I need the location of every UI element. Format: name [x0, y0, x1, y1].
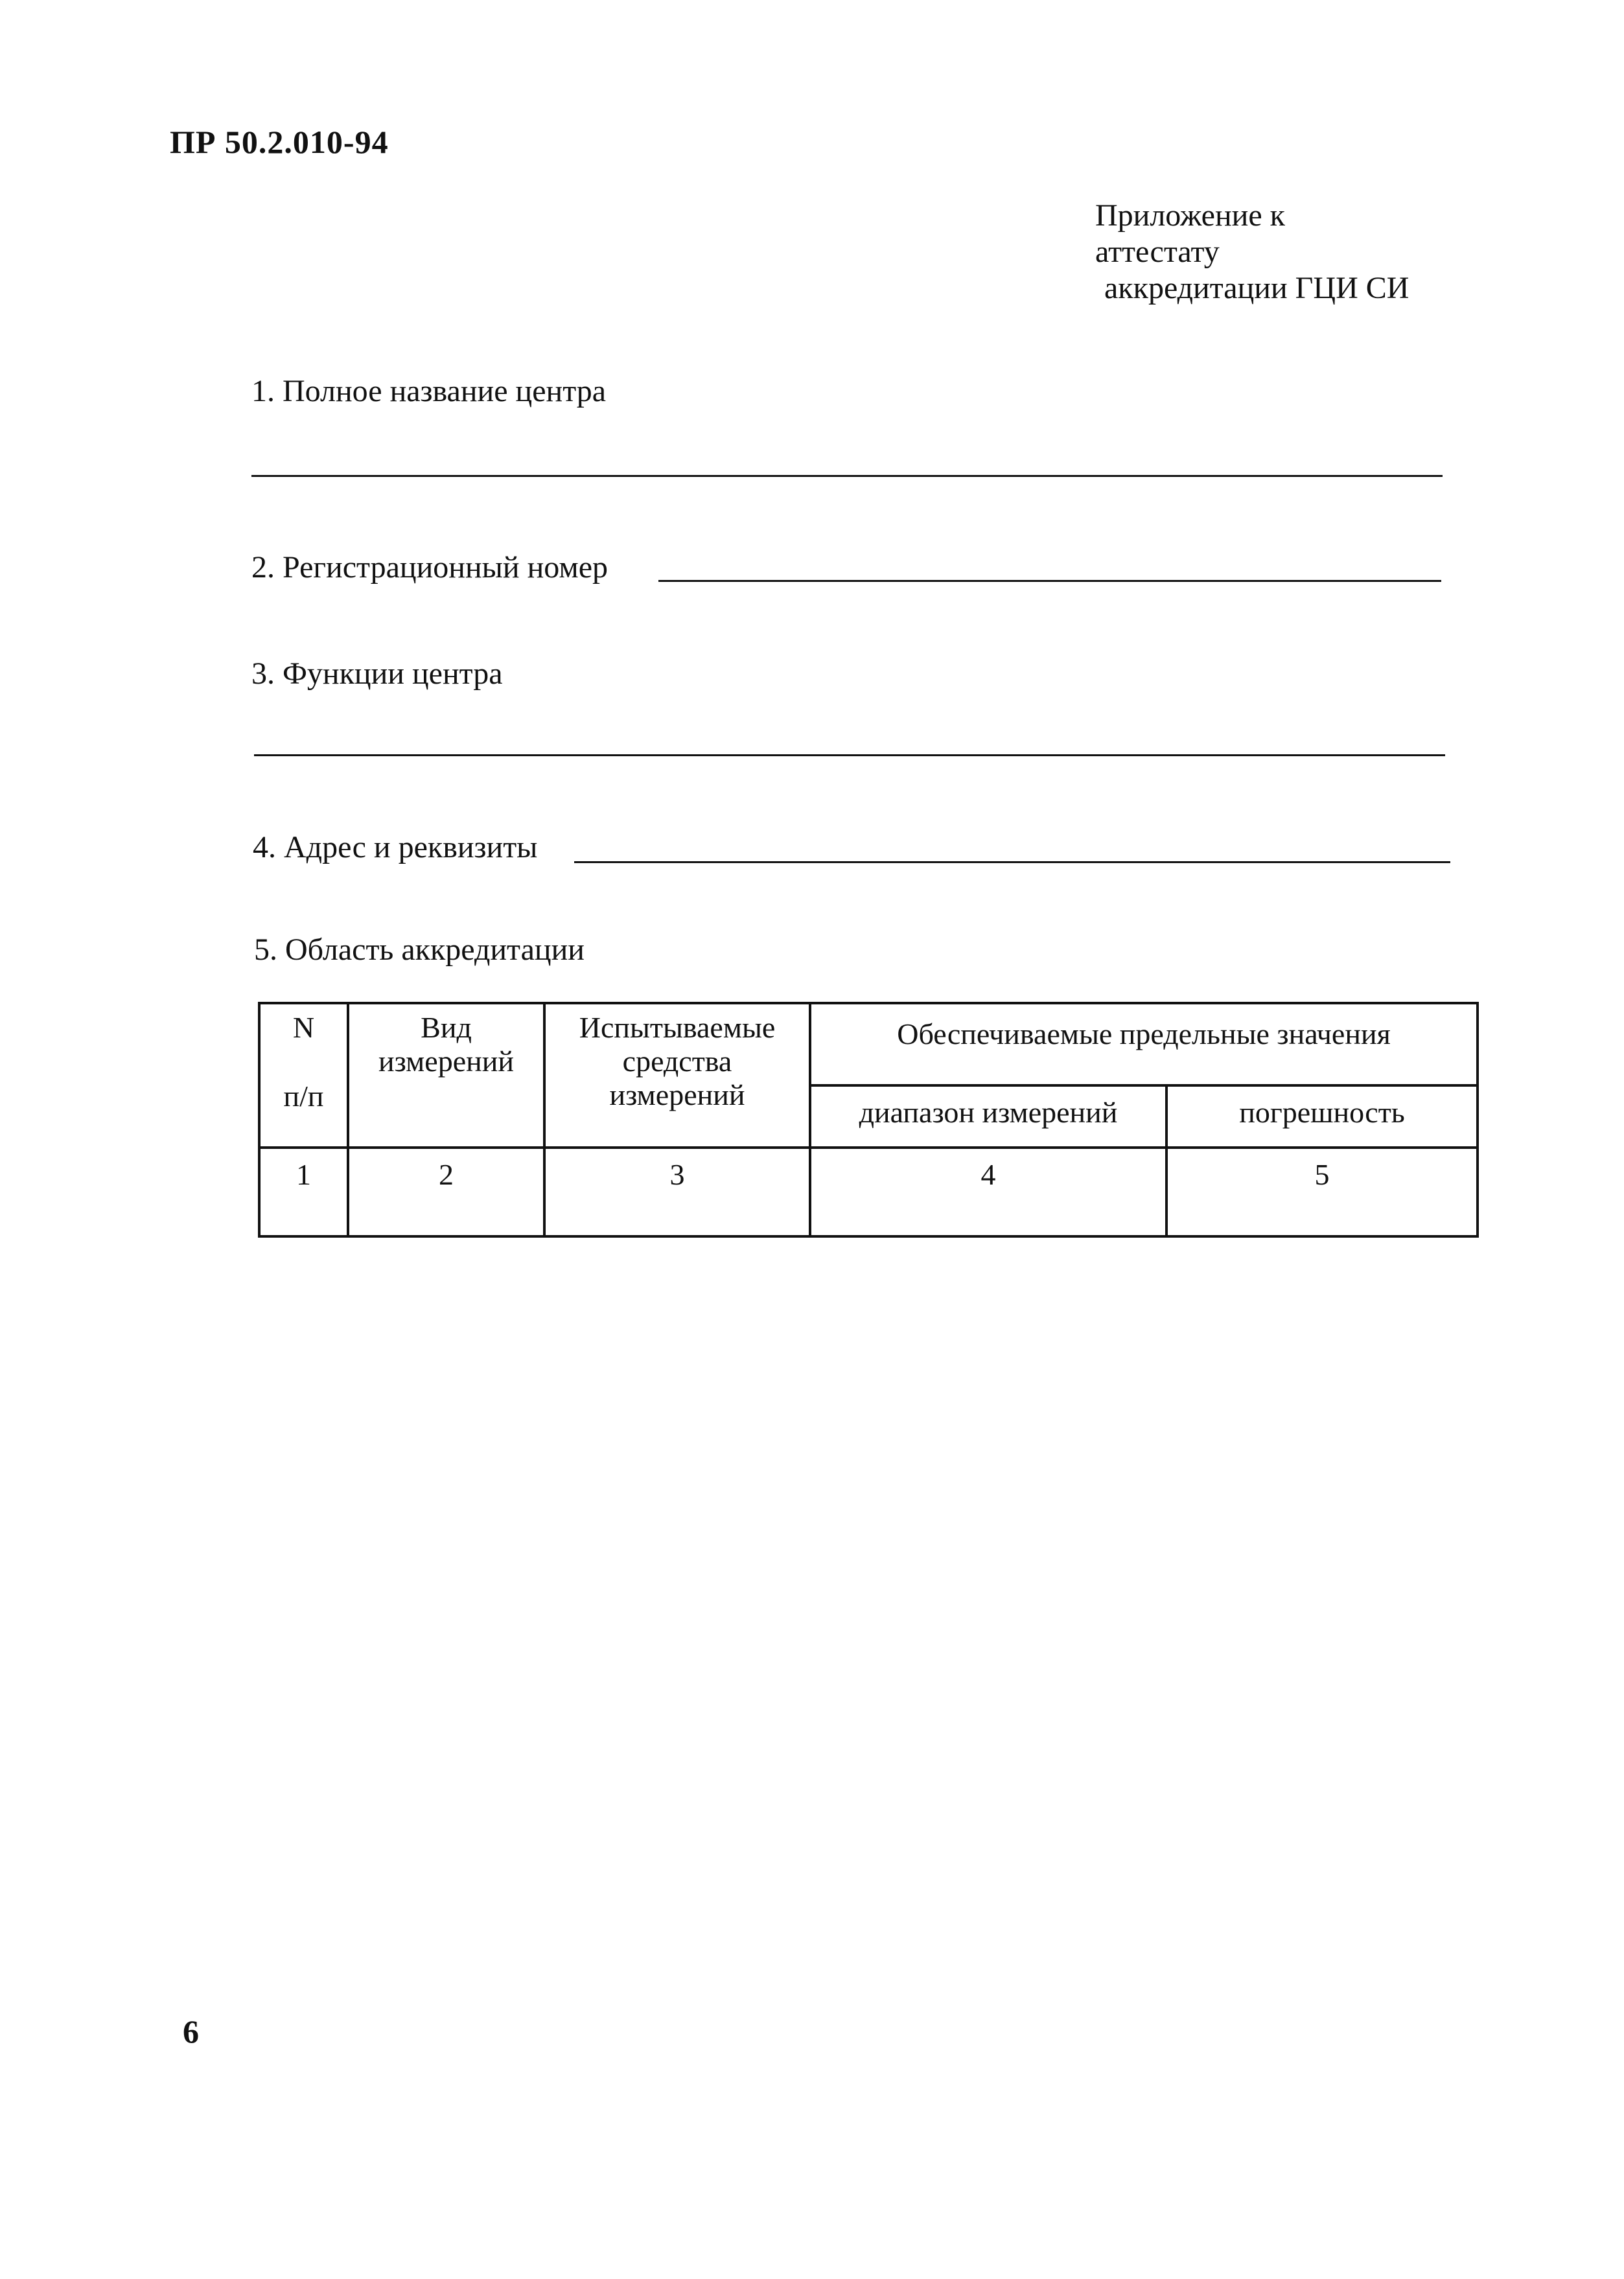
appendix-line-1: Приложение к: [1095, 198, 1285, 233]
header-tested-instruments-line-2: средства: [622, 1045, 732, 1078]
header-number-line-1: N: [292, 1011, 315, 1044]
field-label-functions: 3. Функции центра: [251, 656, 503, 691]
address-line: [574, 861, 1450, 863]
header-cell-tested-instruments: [544, 1003, 810, 1148]
registration-number-line: [658, 580, 1441, 582]
document-code: ПР 50.2.010-94: [170, 124, 389, 160]
header-cell-limit-values: Обеспечиваемые предельные значения: [810, 1003, 1478, 1085]
header-measurement-type-line-2: измерений: [378, 1045, 514, 1078]
header-cell-number: [259, 1003, 348, 1148]
header-number-line-2: п/п: [283, 1080, 324, 1113]
appendix-line-2: аттестату: [1095, 235, 1220, 269]
column-number-1: 1: [259, 1148, 348, 1236]
appendix-caption: [1095, 198, 1409, 307]
field-label-full-name: 1. Полное название центра: [251, 374, 607, 408]
header-measurement-type-line-1: Вид: [421, 1011, 472, 1044]
field-label-address: 4. Адрес и реквизиты: [253, 830, 538, 864]
column-number-5: 5: [1166, 1148, 1478, 1236]
field-label-accreditation-scope: 5. Область аккредитации: [254, 932, 585, 967]
column-number-2: 2: [348, 1148, 544, 1236]
header-cell-measurement-type: [348, 1003, 544, 1148]
full-name-line: [251, 475, 1443, 477]
header-tested-instruments-line-3: измерений: [609, 1078, 745, 1111]
functions-line: [254, 754, 1445, 756]
appendix-line-3: аккредитации ГЦИ СИ: [1104, 271, 1409, 305]
column-number-3: 3: [544, 1148, 810, 1236]
header-cell-error: погрешность: [1166, 1085, 1478, 1148]
column-number-4: 4: [810, 1148, 1166, 1236]
page-number: 6: [183, 2013, 199, 2050]
accreditation-scope-table: [258, 1002, 1479, 1238]
header-cell-measurement-range: диапазон измерений: [810, 1085, 1166, 1148]
header-tested-instruments-line-1: Испытываемые: [579, 1011, 776, 1044]
field-label-registration-number: 2. Регистрационный номер: [251, 550, 609, 584]
